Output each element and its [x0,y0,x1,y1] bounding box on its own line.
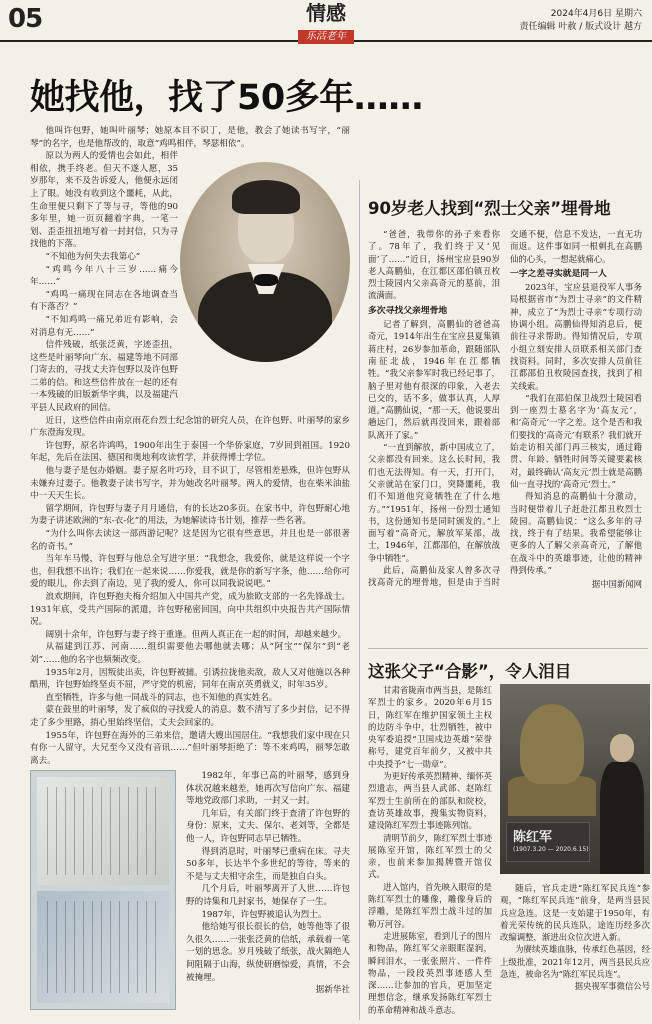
article-paragraph: 直至牺牲，许多与他一同战斗的同志，也不知他的真实姓名。 [45,692,278,703]
main-article-ending [186,770,350,997]
article-paragraph: 许包野，原名许鸿鸣，1900年出生于泰国一个华侨家庭，7岁回到祖国。1920年起，先后在法国、德国和奥地利攻读哲学，并获得博士学位。 [30,440,350,464]
article-paragraph: 1955年，许包野在海外的三弟来信，邀请大嫂出国居住。“我想我们家中现在只有你一人留守，大兄至今又没有音讯……”但叶丽琴拒绝了：等不来鸡鸣，丽琴怎敢离去。 [30,730,350,766]
article-paragraph: 为赓续英雄血脉，传承红色基因，经上级批准，2021年12月，两当县民兵应急连，被命名为“陈红军民兵连”。 [500,944,650,980]
article-paragraph: 原以为两人的爱情也会如此，相伴相依，携手终老。但天不遂人愿，35岁那年，来不及告诉爱人，他便永远闭上了眼。她没有收到这个噩耗，从此，生命里便只剩下了等与寻，等他的90多年里，她一页页翻着字典，一笔一划、歪歪扭扭地写着一封封信，只为寻找他的下落。 [30,151,178,250]
article-three-body-left [368,684,492,1016]
plaque-dates: (1907.3.20 — 2020.6.15) [513,846,589,853]
section-title-block [288,2,364,44]
article-paragraph: 进入馆内，首先映入眼帘的是陈红军烈士的雕像，雕像身后的浮雕，是陈红军烈士战斗过的加勒万河谷。 [368,881,492,929]
article-paragraph: 几个月后，叶丽琴离开了人世……许包野的诗集和几封家书，她保存了一生。 [186,884,350,907]
article-divider [368,648,648,649]
page-number: 05 [8,4,43,34]
article-paragraph: 他给她写很长很长的信，她等他等了很久很久……一张张泛黄的信纸，承载着一笔一划的思念。岁月残破了纸张，战火隔绝人间阻隔于山海，纵使研磨惊爱，真情，不会被掩埋。 [186,922,350,983]
article-two-body [368,228,642,643]
letters-photo [30,770,176,1010]
father-and-statue-photo [500,684,650,874]
plaque-name: 陈红军 [513,830,553,845]
article-paragraph: “为什么叫你去读这一部西游记呢？这是因为它很有些意思，并且也是一部很著名的奇书。” [30,529,350,552]
article-two-headline: 90岁老人找到“烈士父亲”埋骨地 [368,199,611,218]
article-paragraph: 2023年，宝应县退役军人事务局根据省市“为烈士寻亲”的文件精神，成立了“为烈士寻亲”专项行动协调小组。高鹏仙得知消息后，便前往寻求帮助。得知情况后，专项小组立刻安排人员联系相关部门查找资料。同时，多次安排人员前往江都邵伯丑枚陵园查找，找到了相关线索。 [510,282,642,391]
article-paragraph: 走进展陈室，看到儿子的图片和物品，陈红军父亲眼眶湿润，瞬间泪水，一张张照片、一件件物品，一段段英烈事迹感人至深……让参加的官兵，更加坚定理想信念，继承发扬陈红军烈士的革命精神和战斗意志。 [368,930,492,1015]
article-paragraph: 信件残破，纸张泛黄，字迹歪扭，这些是叶丽琴向广东、福建等地不同部门寄去的，寻找丈夫许包野以及许包野二弟的信。和这些信件放在一起的还有一本残破的旧版新华字典，以及福建汽平县人民政府的回信。 [30,340,178,414]
article-paragraph: 阔别十余年，许包野与妻子终于重逢。但两人真正在一起的时间，却越来越少。 [45,629,347,640]
article-source: 据新华社 [315,985,350,996]
article-source: 据中国新闻网 [591,579,642,590]
letter-quote: “不知鸡鸣一痛兄弟近有影响，会对消息有无……” [30,314,178,338]
article-paragraph: 从福建到江苏、河南……组织需要他去哪他就去哪；从“阿宝”“保尔”到“老刘”……他的名字也频频改变。 [30,642,350,665]
article-paragraph: 此后，高鹏仙及家人曾多次寻找高奇元的埋骨地，但是由于当时交通不便，信息不发达，一直无功而返。这件事如同一根刺扎在高鹏仙的心头，一想起就痛心。 [368,229,642,588]
article-paragraph: 1987年，许包野被追认为烈士。 [201,909,327,920]
paper-name-badge: 乐活老年 [298,30,354,44]
editor-credits: 责任编辑 叶赦 / 版式设计 越方 [519,22,642,32]
letter-sheet-image [37,891,169,1003]
article-paragraph: 随后，官兵走进“陈红军民兵连”参观，“陈红军民兵连”前身，是两当县民兵应急连。这是一支始建于1950年，有着光荣传统的民兵连队，途连历经多次改编调整，渐进出众位次进入新。 [500,883,650,943]
article-subhead: 多次寻找父亲埋骨地 [368,305,448,316]
article-paragraph: 留学期间，许包野与妻子月月通信，有的长达20多页。在家书中，许包野耐心地为妻子讲述欧洲的“东-衣-化”的用法，为她解读诗书计划，推荐一些名著。 [30,503,350,527]
letter-quote: “鸡鸣一痛现在同志在各地调查当有下落否？” [30,289,178,313]
article-source: 据央视军事微信公号 [574,981,650,992]
article-paragraph: 得到消息时，叶丽琴已重病在床。寻夫50多年，长达半个多世纪的等待，等来的不是与丈夫相守余生，而是独自白头。 [186,846,350,882]
article-paragraph: 1935年2月，因叛徒出卖，许包野被捕。引诱拉拢他卖敌，敌人又对他施以各种酷刑，许包野始终坚贞不屈，严守党的机密，同年在南京英勇就义，时年35岁。 [30,667,350,691]
section-name: 情感 [306,1,346,25]
article-paragraph: “我们在邵伯保卫战烈士陵园看到一座烈士墓名字为‘高友元’，和‘高奇元’一字之差。这个是否和我们要找的‘高奇元’有联系？我们就开始走访相关部门再三核实，通过籍贯、年龄、牺牲时间等关键要素核对，最终确认‘高友元’烈士就是高鹏仙一直寻找的‘高奇元’烈士。” [510,392,642,489]
letter-quote: “不知他为何失去我第心” [45,251,141,262]
article-three-body-right [500,882,650,993]
portrait-photo [180,162,350,362]
header-meta [520,8,642,34]
article-paragraph: 近日，这些信件由南京雨花台烈士纪念馆的研究人员，在许包野、叶丽琴的家乡广东澄海发现。 [30,415,350,439]
main-headline: 她找他，找了50多年…… [30,78,423,118]
issue-date: 2024年4月6日 星期六 [550,9,642,19]
article-paragraph: 记者了解到，高鹏仙的爸爸高奇元，1914年出生在宝应县夏集镇蒋庄村，26岁参加革命，跟随部队南征北战，1946年在江都牺牲。“我父亲参军时我已经记事了，脑子里对他有很深的印象，入老去已交的，话不多，做事认真，人厚道。”高鹏仙说，“那一天，他说要出趟远门，然后就再没回来，跟着部队离开了家。” [368,319,500,440]
portrait-hair [232,180,300,214]
father-figure [600,734,644,874]
letter-sheet-image [37,777,169,885]
statue-bust [520,704,584,784]
article-paragraph: 他与妻子是包办婚姻。妻子原名叶巧玲，目不识丁，尽管相差悬殊，但许包野从未嫌弃过妻子。他教妻子读书写字，并为她改名叶丽琴。两人的爱情，也在柴米油盐中一天天生长。 [30,466,350,502]
article-paragraph: 为更好传承英烈精神、缅怀英烈遗志，两当县人武部、赵陈红军烈士生前所在的部队和院校，查访英雄故事，搜集实物资料，建设陈红军烈士事迹陈列馆。 [368,771,492,831]
article-paragraph: 1982年，年事已高的叶丽琴，感到身体状况越来越差，她再次写信向广东、福建等地党政部门求助，一封又一封。 [186,771,350,807]
article-paragraph: 蒙在鼓里的叶丽琴，发了疯似的寻找爱人的消息。数不清写了多少封信，记不得走了多少里路，捎心里始终坚信，丈夫会回家的。 [30,705,350,728]
article-paragraph: “一直到解放，新中国成立了，父亲都没有回来。这么长时间，我们也无法得知。有一天，打开门，父亲就站在家门口，突降噩耗，我们不知道他究竟牺牲在了什么地方。”“1951年，扬州一份烈士通知书，这份通知书是同时颁发的。”上面写着“高奇元，解放军某部，战士，1946年，江都邵伯，在解放战争中牺牲”。 [368,442,500,563]
article-paragraph: 甘肃省陇南市两当县，是陈红军烈士的家乡。2020年6月15日，陈红军在维护国家领土主权的边防斗争中，壮烈牺牲，被中央军委追授“卫国戍边英雄”荣誉称号，建党百年前夕，又被中共中央授予“七一勋章”。 [368,685,492,769]
column-divider [359,180,360,1020]
article-three-headline: 这张父子“合影”，令人泪目 [368,662,572,681]
article-paragraph: 几年后，有关部门终于查清了许包野的身份：原来，丈夫、保尔、老刘等，全都是他一人，许包野同志早已牺牲。 [186,808,350,844]
article-paragraph: “爸爸，我带你的孙子来看你了。78年了，我们终于又‘见面’了……”近日，扬州宝应县90岁老人高鹏仙，在江都区邵伯镇丑枚烈士陵园内父亲高奇元的墓前，泪流满面。 [368,229,500,301]
name-plaque [506,822,590,862]
article-paragraph: 浪欢期间，许包野抱夫梅介绍加入中国共产党，成为旅欧支部的一名先锋战士。1931年底，受共产国际的派遣，许包野秘密回国，向中共组织中央报告共产国际情况。 [30,591,350,628]
article-paragraph: 得知消息的高鹏仙十分激动，当时便带着儿子赶赴江都丑枚烈士陵园。高鹏仙说：“这么多年的寻找，终于有了结果。我希望能够让更多的人了解父亲高奇元，了解他在战斗中的英雄事迹，让他的精神得到传承。” [510,491,642,576]
page-header [0,0,652,42]
article-paragraph: 清明节前夕，陈红军烈士事迹展陈室开馆，陈红军烈士的父亲，也前来参加揭牌暨开馆仪式。 [368,832,492,880]
article-paragraph: 当年车马慢，许包野与他总全写进字里：“我想念，我爱你，就是这样说一个字也，但我想不出许；我们在一起来说……你爱我，就是你的新写字条，他……给你可爱的眼儿，你去到了南边，见了我的爱人，你可以同我说说吧。” [30,554,350,590]
article-subhead: 一字之差寻实就是同一人 [510,268,607,279]
portrait-bowtie [254,274,278,286]
letter-quote: “鸡鸣今年八十三岁……痛今年……” [30,264,178,288]
article-paragraph: 他叫许包野，她叫叶丽琴；她原本目不识丁，是他，教会了她读书写字，“丽琴”的名字，也是他帮改的，取意“鸡鸣相伴，琴瑟相依”。 [30,126,350,149]
